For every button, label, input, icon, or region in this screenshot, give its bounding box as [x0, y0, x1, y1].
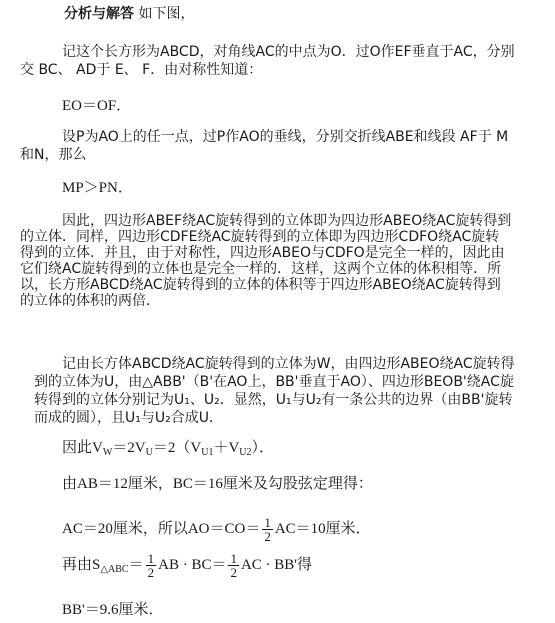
fraction-den-2: 2 [230, 565, 237, 581]
eq-ab-bc: 由AB＝12厘米，BC＝16厘米及勾股弦定理得： [62, 476, 373, 492]
heading-bold: 分析与解答 [64, 6, 134, 22]
heading-rest: 如下图， [138, 6, 195, 22]
para4-line4: 而成的圆），且U₁与U₂合成U． [34, 410, 223, 426]
fraction-num-2: 1 [230, 551, 237, 567]
para3-line3: 得到的立体．并且，由于对称性，四边形ABEO与CDFO是完全一样的，因此由 [20, 245, 505, 261]
para4-line1: 记由长方体ABCD绕AC旋转得到的立体为W，由四边形ABEO绕AC旋转得 [62, 356, 515, 372]
fraction-half [262, 516, 273, 543]
para3-line5: 以，长方形ABCD绕AC旋转得到的立体的体积等于四边形ABEO绕AC旋转得到 [20, 277, 501, 293]
fraction-half-2 [228, 552, 239, 579]
fraction-den: 2 [264, 529, 271, 545]
eq-volume [62, 440, 274, 461]
eq-area-before: 再由S [62, 557, 101, 573]
eq-volume-sub-u1: U1 [201, 447, 214, 458]
heading [64, 6, 194, 22]
eq-volume-e: ＝2（V [152, 440, 202, 456]
fraction-num-1: 1 [147, 551, 155, 567]
para2-line2: 和N，那么 [20, 147, 87, 163]
eq-bb: BB'＝9.6厘米． [62, 602, 164, 618]
eq-area-mid2: AB · BC＝ [158, 557, 227, 573]
eq-ac [62, 514, 371, 544]
para3-line1: 因此，四边形ABEF绕AC旋转得到的立体即为四边形ABEO绕AC旋转得到 [62, 213, 512, 229]
para2-line1: 设P为AO上的任一点，过P作AO的垂线，分别交折线ABE和线段 AF于 M [62, 129, 509, 145]
para3-line4: 它们绕AC旋转得到的立体也是完全一样的．这样，这两个立体的体积相等．所 [20, 261, 502, 277]
eq-volume-sub-u: U [145, 447, 153, 458]
fraction-half-1 [146, 552, 157, 579]
fraction-num: 1 [264, 515, 271, 531]
eq-ac-before: AC＝20厘米，所以AO＝CO＝ [62, 521, 261, 537]
eq-ac-after: AC＝10厘米． [274, 521, 371, 537]
eq-area-after: AC · BB'得 [240, 557, 313, 573]
eq-eo-of: EO＝OF． [62, 98, 132, 114]
para3-line6: 的立体的体积的两倍． [20, 293, 160, 309]
para4-line3: 转得到的立体分别记为U₁、U₂．显然，U₁与U₂有一条公共的边界（由BB'旋转 [34, 392, 513, 408]
eq-area-mid: ＝ [128, 557, 144, 573]
para3-line2: 的立体．同样，四边形CDFE绕AC旋转得到的立体即为四边形CDFO绕AC旋转 [20, 229, 500, 245]
eq-volume-sub-w: W [102, 447, 113, 458]
para1-line1: 记这个长方形为ABCD，对角线AC的中点为O．过O作EF垂直于AC，分别 [62, 44, 515, 60]
eq-area-sub: △ABC [100, 564, 129, 575]
eq-volume-i: ）． [251, 440, 275, 456]
eq-volume-c: ＝2V [112, 440, 146, 456]
eq-volume-a: 因此V [62, 440, 103, 456]
eq-mp-pn: MP＞PN． [62, 180, 133, 196]
para4-line2: 到的立体为U，由△ABB'（B'在AO上，BB'垂直于AO）、四边形BEOB'绕AC旋 [34, 374, 514, 390]
eq-volume-g: ＋V [213, 440, 240, 456]
fraction-den-1: 2 [147, 565, 155, 581]
para1-line2: 交 BC、 AD于 E、 F．由对称性知道： [20, 62, 263, 78]
eq-volume-sub-u2: U2 [239, 447, 252, 458]
eq-area [62, 550, 312, 585]
